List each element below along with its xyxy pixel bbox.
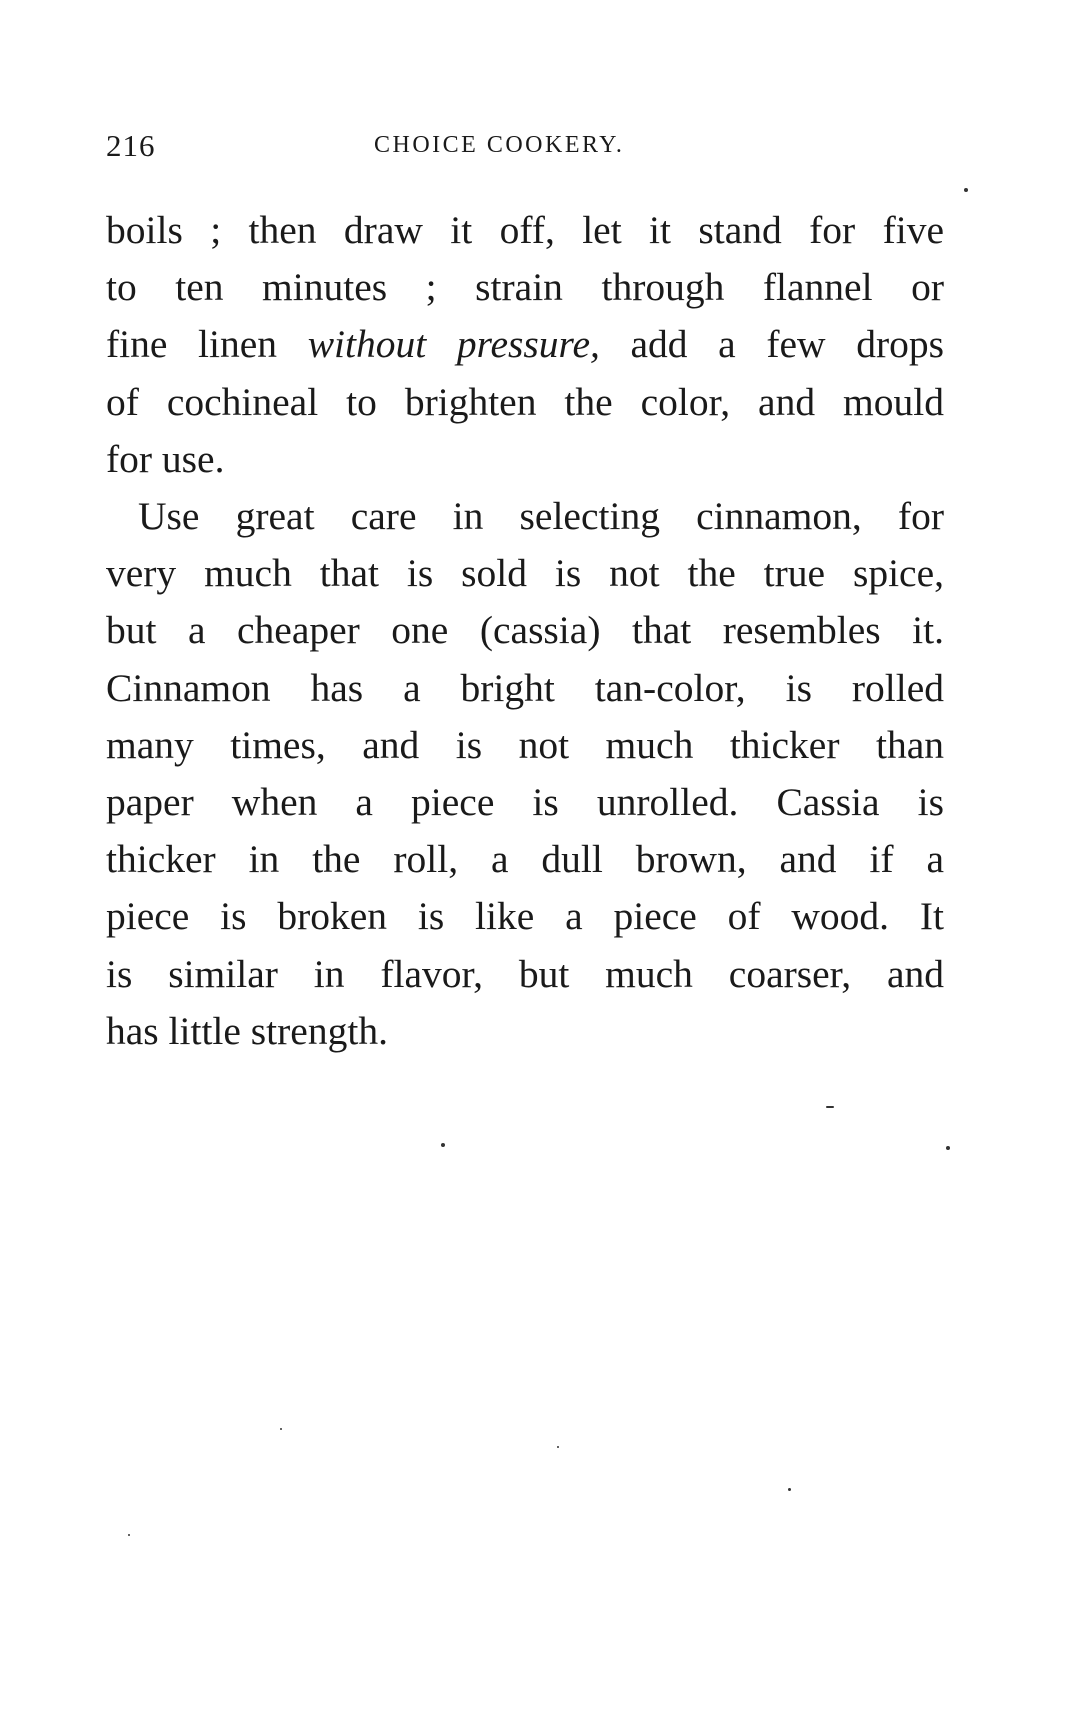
scan-speck: [964, 188, 968, 192]
paragraph-2-line-6: paper when a piece is unrolled. Cassia is: [106, 780, 944, 825]
paragraph-1: [106, 202, 944, 488]
line-3-trail-text: add a few drops: [599, 322, 944, 367]
paragraph-2-line-2: very much that is sold is not the true spice,: [106, 551, 944, 596]
paragraph-1-line-5: for use.: [106, 436, 225, 481]
paragraph-1-line-3: [106, 316, 944, 373]
paragraph-2-line-10: has little strength.: [106, 1008, 388, 1053]
paragraph-2-line-3: but a cheaper one (cassia) that resembles it.: [106, 608, 944, 653]
paragraph-2-line-7: thicker in the roll, a dull brown, and if a: [106, 837, 944, 882]
page-number: 216: [106, 128, 156, 163]
paragraph-1-line-4: of cochineal to brighten the color, and mould: [106, 379, 944, 424]
line-3-lead-text: fine linen: [106, 322, 308, 367]
paragraph-2-line-4: Cinnamon has a bright tan-color, is rolled: [106, 665, 944, 710]
paragraph-1-line-2: to ten minutes ; strain through flannel or: [106, 265, 944, 310]
running-head: [106, 128, 946, 168]
scan-speck: [788, 1488, 791, 1491]
paragraph-1-line-1: boils ; then draw it off, let it stand for five: [106, 208, 944, 252]
running-title: CHOICE COOKERY.: [374, 132, 625, 158]
paragraph-2-line-5: many times, and is not much thicker than: [106, 722, 944, 767]
body-text: [106, 202, 944, 1060]
paragraph-2: [106, 488, 944, 1060]
scan-speck: [441, 1143, 445, 1147]
paragraph-2-line-8: piece is broken is like a piece of wood. It: [106, 894, 944, 939]
scan-speck: [280, 1428, 282, 1430]
scan-speck: [128, 1534, 130, 1536]
italic-emphasis: without pressure,: [307, 322, 600, 367]
scan-speck: [826, 1106, 834, 1108]
scan-speck: [946, 1146, 950, 1150]
scan-speck: [557, 1446, 559, 1448]
paragraph-2-line-1: Use great care in selecting cinnamon, for: [138, 494, 944, 539]
paragraph-2-line-9: is similar in flavor, but much coarser, and: [106, 951, 944, 996]
